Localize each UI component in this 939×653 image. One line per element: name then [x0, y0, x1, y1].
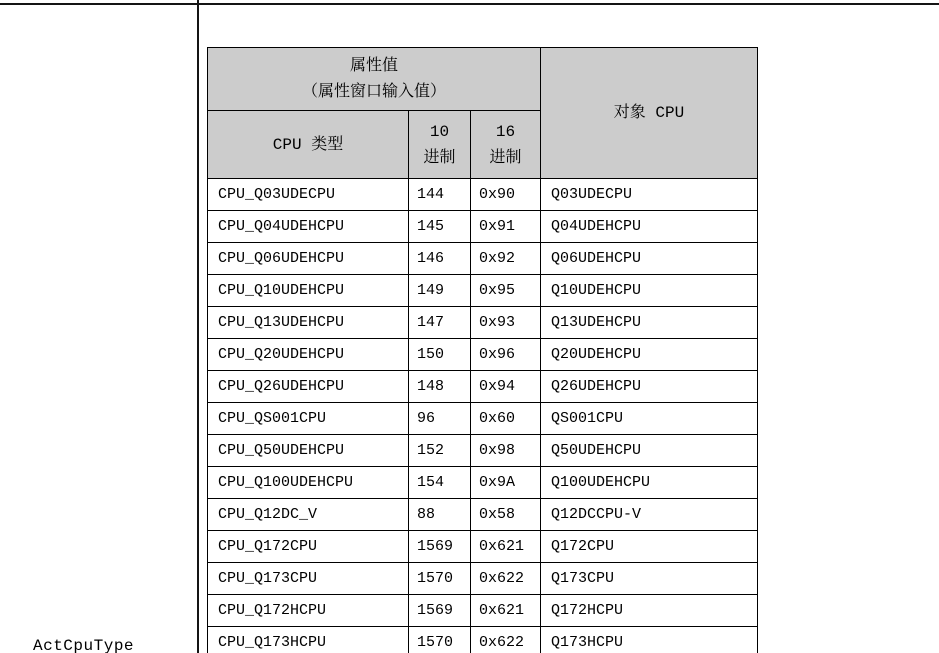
cell-hex: 0x60 — [471, 403, 541, 435]
cell-target-cpu: Q100UDEHCPU — [541, 467, 758, 499]
hex-header-line2: 进制 — [489, 148, 522, 167]
cell-cpu-type: CPU_Q10UDEHCPU — [208, 275, 409, 307]
cell-target-cpu: Q10UDEHCPU — [541, 275, 758, 307]
cell-decimal: 88 — [409, 499, 471, 531]
cell-decimal: 1569 — [409, 531, 471, 563]
cell-hex: 0x621 — [471, 531, 541, 563]
cell-cpu-type: CPU_Q172CPU — [208, 531, 409, 563]
cell-hex: 0x98 — [471, 435, 541, 467]
cell-cpu-type: CPU_Q13UDEHCPU — [208, 307, 409, 339]
cell-cpu-type: CPU_Q173HCPU — [208, 627, 409, 653]
header-row-attribute-value — [208, 48, 758, 111]
table-row — [208, 339, 758, 371]
cpu-type-value-table — [207, 47, 758, 653]
left-column-vertical-rule — [197, 0, 199, 653]
table-row — [208, 499, 758, 531]
cell-decimal: 1569 — [409, 595, 471, 627]
cell-cpu-type: CPU_Q04UDEHCPU — [208, 211, 409, 243]
cell-cpu-type: CPU_Q26UDEHCPU — [208, 371, 409, 403]
cell-decimal: 145 — [409, 211, 471, 243]
cell-hex: 0x94 — [471, 371, 541, 403]
cell-hex: 0x622 — [471, 563, 541, 595]
cell-decimal: 96 — [409, 403, 471, 435]
hex-header-line1: 16 — [495, 122, 516, 141]
cell-decimal: 148 — [409, 371, 471, 403]
cell-hex: 0x92 — [471, 243, 541, 275]
attribute-value-title: 属性值 — [349, 57, 398, 75]
decimal-header-line2: 进制 — [423, 148, 456, 167]
cell-hex: 0x9A — [471, 467, 541, 499]
cpu-type-header-cell: CPU 类型 — [208, 111, 409, 179]
cell-hex: 0x91 — [471, 211, 541, 243]
top-horizontal-rule — [0, 3, 939, 5]
table-row — [208, 467, 758, 499]
table-row — [208, 435, 758, 467]
attribute-value-header-cell — [208, 48, 541, 111]
property-name-label: ActCpuType — [33, 637, 135, 653]
cell-target-cpu: Q06UDEHCPU — [541, 243, 758, 275]
table-row — [208, 243, 758, 275]
cell-cpu-type: CPU_Q20UDEHCPU — [208, 339, 409, 371]
table-row — [208, 307, 758, 339]
cell-target-cpu: Q173HCPU — [541, 627, 758, 653]
cell-target-cpu: Q03UDECPU — [541, 179, 758, 211]
cell-decimal: 144 — [409, 179, 471, 211]
cell-decimal: 152 — [409, 435, 471, 467]
cell-decimal: 149 — [409, 275, 471, 307]
table-row — [208, 627, 758, 653]
cell-target-cpu: Q04UDEHCPU — [541, 211, 758, 243]
cell-hex: 0x621 — [471, 595, 541, 627]
cell-target-cpu: Q172CPU — [541, 531, 758, 563]
cell-decimal: 1570 — [409, 563, 471, 595]
cell-cpu-type: CPU_Q172HCPU — [208, 595, 409, 627]
cell-hex: 0x93 — [471, 307, 541, 339]
table-row — [208, 531, 758, 563]
table-body — [208, 179, 758, 653]
hex-header-cell — [471, 111, 541, 179]
table-row — [208, 179, 758, 211]
cell-hex: 0x622 — [471, 627, 541, 653]
decimal-header-line1: 10 — [429, 122, 450, 141]
cell-cpu-type: CPU_Q06UDEHCPU — [208, 243, 409, 275]
cell-decimal: 154 — [409, 467, 471, 499]
cell-cpu-type: CPU_Q50UDEHCPU — [208, 435, 409, 467]
table-row — [208, 563, 758, 595]
cell-hex: 0x96 — [471, 339, 541, 371]
cell-target-cpu: Q12DCCPU-V — [541, 499, 758, 531]
cell-decimal: 147 — [409, 307, 471, 339]
cell-target-cpu: Q13UDEHCPU — [541, 307, 758, 339]
cell-hex: 0x58 — [471, 499, 541, 531]
cell-target-cpu: Q173CPU — [541, 563, 758, 595]
table-row — [208, 275, 758, 307]
table-row — [208, 371, 758, 403]
table-row — [208, 595, 758, 627]
cell-cpu-type: CPU_QS001CPU — [208, 403, 409, 435]
cell-cpu-type: CPU_Q12DC_V — [208, 499, 409, 531]
table-row — [208, 211, 758, 243]
table-row — [208, 403, 758, 435]
decimal-header-cell — [409, 111, 471, 179]
cell-cpu-type: CPU_Q03UDECPU — [208, 179, 409, 211]
cell-target-cpu: Q50UDEHCPU — [541, 435, 758, 467]
cell-cpu-type: CPU_Q100UDEHCPU — [208, 467, 409, 499]
cell-hex: 0x95 — [471, 275, 541, 307]
cell-target-cpu: Q20UDEHCPU — [541, 339, 758, 371]
attribute-value-subtitle: （属性窗口输入值） — [301, 83, 446, 101]
cell-decimal: 146 — [409, 243, 471, 275]
cell-cpu-type: CPU_Q173CPU — [208, 563, 409, 595]
cell-hex: 0x90 — [471, 179, 541, 211]
table-header — [208, 48, 758, 179]
cell-decimal: 1570 — [409, 627, 471, 653]
cell-decimal: 150 — [409, 339, 471, 371]
cell-target-cpu: QS001CPU — [541, 403, 758, 435]
cell-target-cpu: Q26UDEHCPU — [541, 371, 758, 403]
cell-target-cpu: Q172HCPU — [541, 595, 758, 627]
target-cpu-header-cell: 对象 CPU — [541, 48, 758, 179]
